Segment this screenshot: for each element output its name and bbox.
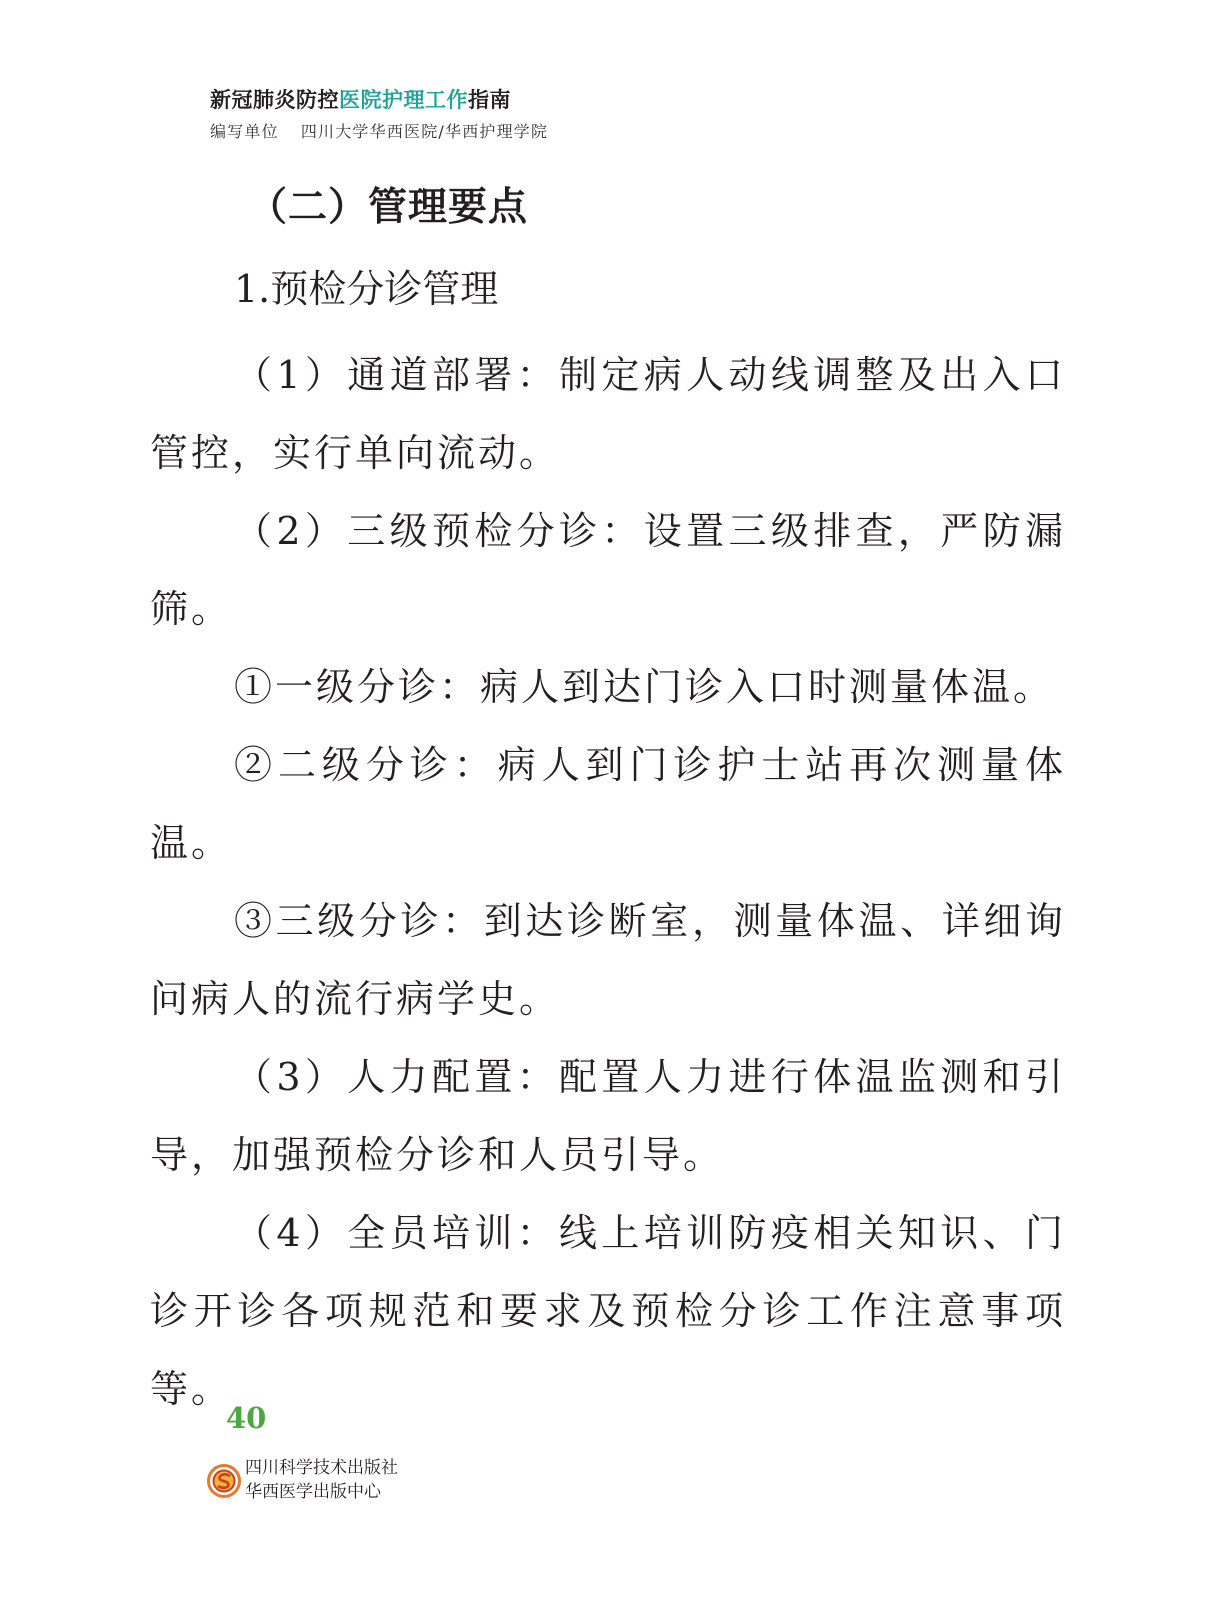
header-title-part1: 新冠肺炎防控 [210,88,339,112]
publisher-logo-icon [207,1464,241,1498]
paragraph-staffing: （3）人力配置：配置人力进行体温监测和引导，加强预检分诊和人员引导。 [150,1055,1066,1177]
paragraph-level-two: ②二级分诊：病人到门诊护士站再次测量体温。 [150,743,1066,865]
paragraph-three-level-triage: （2）三级预检分诊：设置三级排查，严防漏筛。 [150,509,1066,631]
publisher-name [245,1456,398,1504]
body-text [150,336,1066,1428]
publisher-line-2: 华西医学出版中心 [245,1482,381,1502]
header-title-accent: 医院护理工作 [339,88,468,112]
paragraph-level-one: ①一级分诊：病人到达门诊入口时测量体温。 [234,665,1055,709]
paragraph-training: （4）全员培训：线上培训防疫相关知识、门诊开诊各项规范和要求及预检分诊工作注意事项等。 [150,1211,1066,1411]
header-title-part2: 指南 [468,88,511,112]
unit-name: 四川大学华西医院/华西护理学院 [300,122,549,141]
header-title [210,86,511,114]
section-heading: （二）管理要点 [248,185,529,230]
paragraph-level-three: ③三级分诊：到达诊断室，测量体温、详细询问病人的流行病学史。 [150,899,1066,1021]
page-number: 40 [226,1401,267,1435]
paragraph-channel-deployment: （1）通道部署：制定病人动线调整及出入口管控，实行单向流动。 [150,353,1066,475]
header-subtitle [210,120,548,144]
sub-heading: 1.预检分诊管理 [234,267,499,311]
unit-label: 编写单位 [210,122,279,141]
publisher-line-1: 四川科学技术出版社 [245,1458,398,1478]
